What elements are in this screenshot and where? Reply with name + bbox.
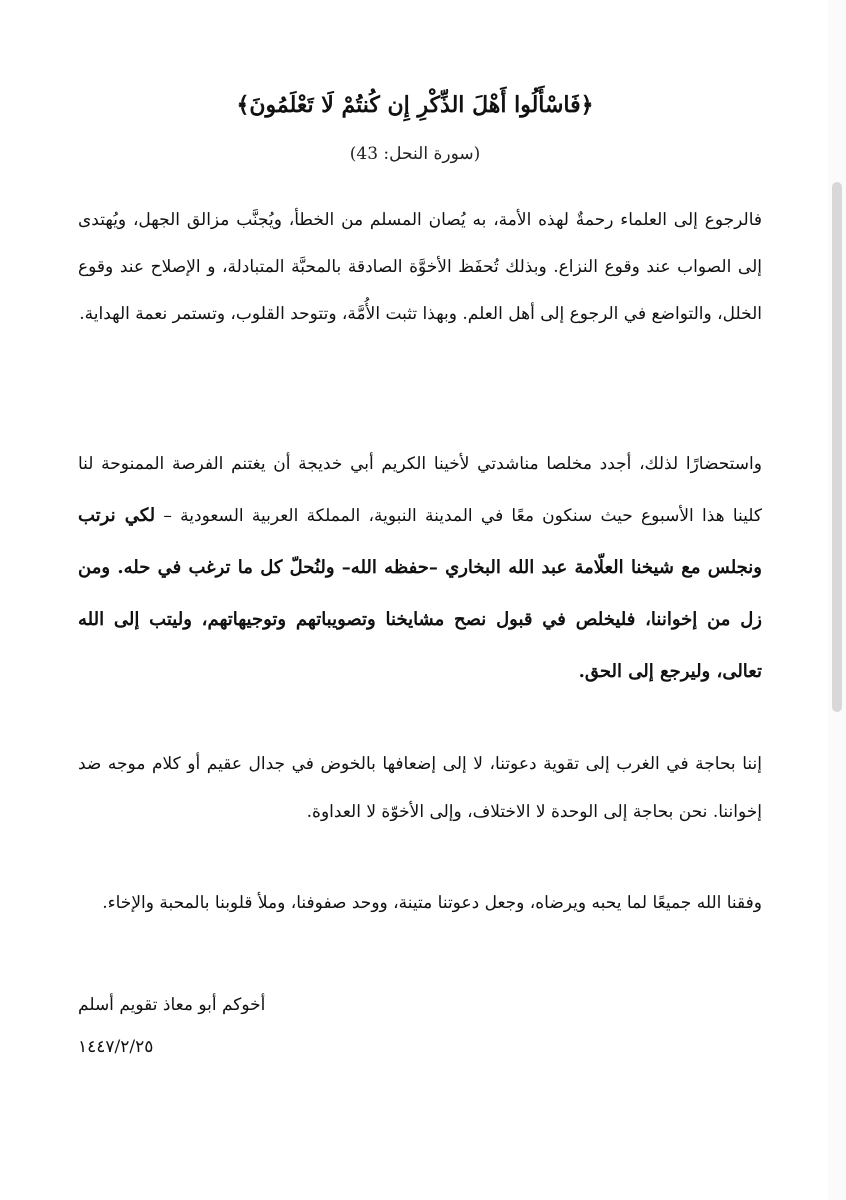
scrollbar-track[interactable] [828,0,846,1200]
signature-block [78,984,762,1068]
paragraph-4: وفقنا الله جميعًا لما يحبه ويرضاه، وجعل دعوتنا متينة، ووحد صفوفنا، وملأ قلوبنا بالمحبة والإخاء. [102,893,762,913]
signature-date: ١٤٤٧/٢/٢٥ [78,1037,154,1057]
paragraph-3: إننا بحاجة في الغرب إلى تقوية دعوتنا، لا إلى إضعافها بالخوض في جدال عقيم أو كلام موجه ضد إخواننا. نحن بحاجة إلى الوحدة لا الاختلاف، وإلى الأخوّة لا العداوة. [78,754,762,822]
verse-reference: (سورة النحل: 43) [349,144,481,164]
paragraph-2-bold-text: لكي نرتب ونجلس مع شيخنا العلّامة عبد الله البخاري –حفظه الله– ولنُحلّ كل ما ترغب في حله. ومن زل من إخواننا، فليخلص في قبول نصح مشايخنا وتصويباتهم وتوجيهاتهم، وليتب إلى الله تعالى، وليرجع إلى الحق. [78,505,762,682]
paragraph-2 [78,438,762,698]
quran-verse: ﴿فَاسْأَلُوا أَهْلَ الذِّكْرِ إِن كُنتُمْ لَا تَعْلَمُونَ﴾ [236,92,594,118]
scrollbar-thumb[interactable] [832,182,842,712]
signature-name: أخوكم أبو معاذ تقويم أسلم [78,995,266,1015]
paragraph-1: فالرجوع إلى العلماء رحمةٌ لهذه الأمة، به يُصان المسلم من الخطأ، ويُجنَّب مزالق الجهل، ويُهتدى إلى الصواب عند وقوع النزاع. وبذلك تُحفَظ الأخوَّة الصادقة بالمحبَّة المتبادلة، و الإصلاح عند وقوع الخلل، والتواضع في الرجوع إلى أهل العلم. وبهذا تثبت الأُمَّة، وتتوحد القلوب، وتستمر نعمة الهداية. [78,210,762,324]
paragraph-2-regular-text: واستحضارًا لذلك، أجدد مخلصا مناشدتي لأخينا الكريم أبي خديجة أن يغتنم الفرصة الممنوحة لنا كلينا هذا الأسبوع حيث سنكون معًا في المدينة النبوية، المملكة العربية السعودية – [78,454,762,526]
